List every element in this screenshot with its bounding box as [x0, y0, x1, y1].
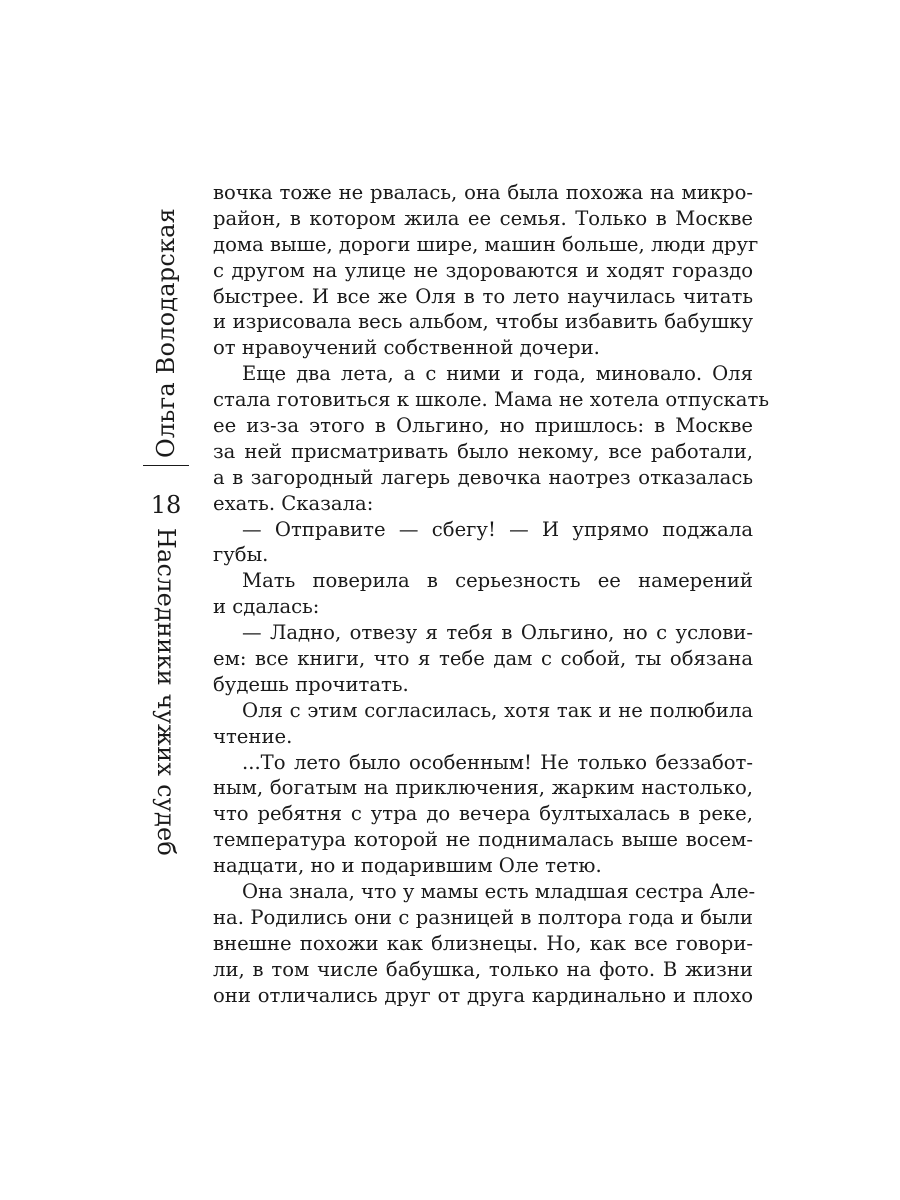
text-line: губы.: [213, 543, 269, 567]
text-line: на. Родились они с разницей в полтора года и были: [213, 905, 753, 929]
text-line: температура которой не поднималась выше восем-: [213, 828, 753, 852]
text-line: Мать поверила в серьезность ее намерений: [242, 569, 753, 593]
text-line: от нравоучений собственной дочери.: [213, 336, 600, 360]
text-line: будешь прочитать.: [213, 672, 409, 696]
body-text: [213, 180, 769, 1009]
text-line: быстрее. И все же Оля в то лето научилась читать: [213, 284, 753, 308]
text-line: они отличались друг от друга кардинально и плохо: [213, 983, 753, 1007]
text-line: что ребятня с утра до вечера бултыхалась в реке,: [213, 802, 753, 826]
text-line: за ней присматривать было некому, все работали,: [213, 439, 753, 463]
text-line: а в загородный лагерь девочка наотрез отказалась: [213, 465, 753, 489]
text-line: Оля с этим согласилась, хотя так и не полюбила: [242, 698, 753, 722]
text-line: вочка тоже не рвалась, она была похожа на микро-: [213, 181, 753, 204]
text-line: — Отправите — сбегу! — И упрямо поджала: [242, 517, 753, 541]
text-line: ехать. Сказала:: [213, 491, 374, 515]
text-line: надцати, но и подарившим Оле тетю.: [213, 854, 602, 878]
text-line: ...То лето было особенным! Не только беззабот-: [242, 750, 753, 774]
text-line: ем: все книги, что я тебе дам с собой, ты обязана: [213, 647, 753, 671]
text-line: — Ладно, отвезу я тебя в Ольгино, но с услови-: [242, 621, 753, 645]
text-line: район, в котором жила ее семья. Только в Москве: [213, 206, 753, 230]
author-name: Ольга Володарская: [152, 207, 180, 459]
text-line: и изрисовала весь альбом, чтобы избавить бабушку: [213, 310, 753, 334]
text-line: и сдалась:: [213, 595, 320, 619]
book-title: Наследники чужих судеб: [152, 527, 180, 857]
text-line: внешне похожи как близнецы. Но, как все говори-: [213, 931, 753, 955]
text-line: дома выше, дороги шире, машин больше, люди друг: [213, 232, 759, 256]
text-line: Еще два лета, а с ними и года, миновало. Оля: [242, 362, 753, 386]
text-line: Она знала, что у мамы есть младшая сестра Але-: [242, 880, 756, 904]
text-line: с другом на улице не здороваются и ходят гораздо: [213, 258, 753, 282]
text-line: ее из-за этого в Ольгино, но пришлось: в Москве: [213, 414, 753, 438]
text-line: чтение.: [213, 724, 293, 748]
page-number: 18: [150, 491, 182, 519]
running-head-divider: [143, 465, 189, 466]
text-line: ным, богатым на приключения, жарким настолько,: [213, 776, 753, 800]
text-line: стала готовиться к школе. Мама не хотела отпускать: [213, 388, 769, 412]
text-line: ли, в том числе бабушка, только на фото. В жизни: [213, 957, 753, 981]
